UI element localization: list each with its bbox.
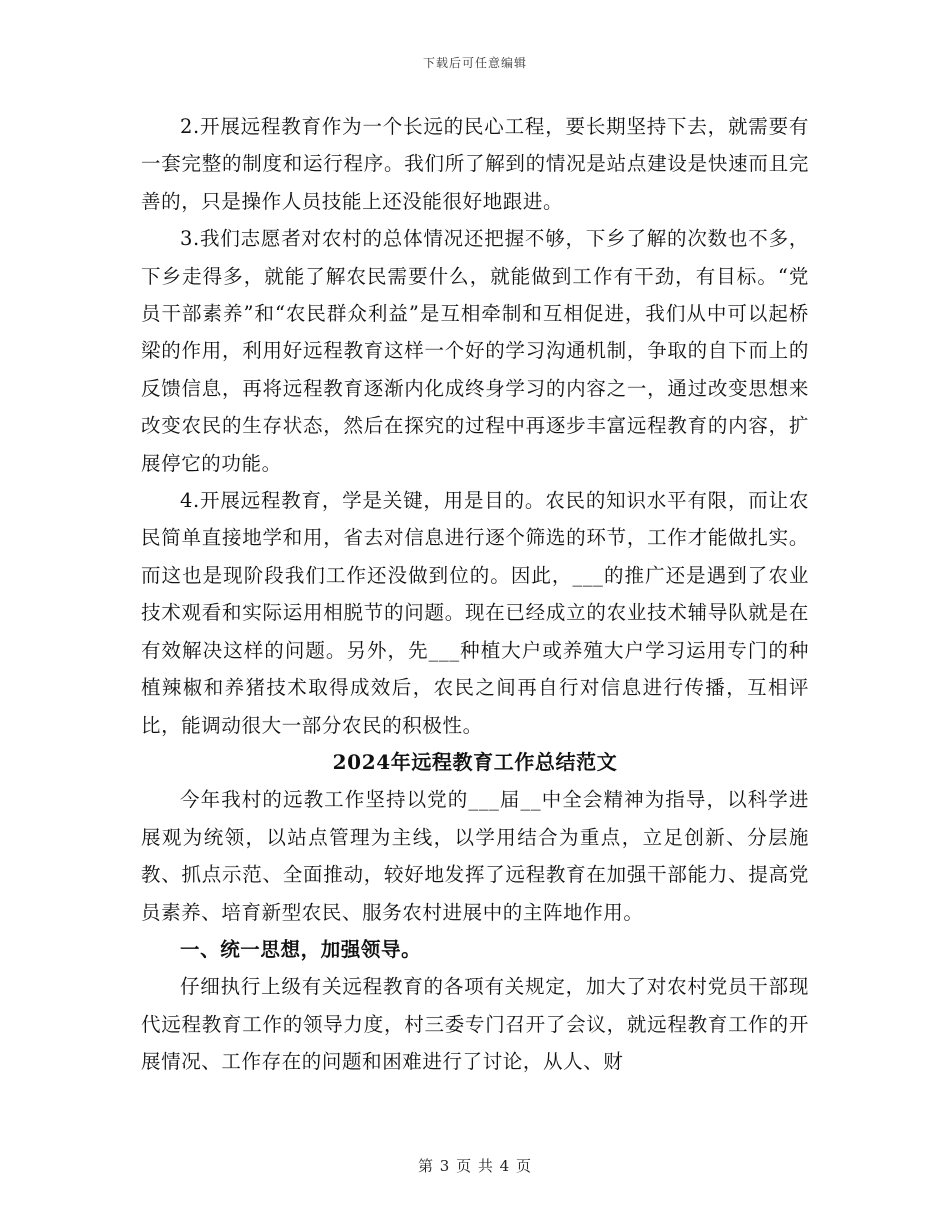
section-heading-1: 一、统一思想，加强领导。 [180,937,422,961]
paragraph-3: 3.我们志愿者对农村的总体情况还把握不够，下乡了解的次数也不多，下乡走得多，就能了解农民需要什么，就能做到工作有干劲，有目标。“党员干部素养”和“农民群众利益”是互相牵制和互相促进，我们从中可以起桥梁的作用，利用好远程教育这样一个好的学习沟通机制，争取的自下而上的反馈信息，再将远程教育逐渐内化成终身学习的内容之一，通过改变思想来改变农民的生存状态，然后在探究的过程中再逐步丰富远程教育的内容，扩展停它的功能。 [141,227,809,475]
paragraph-4: 4.开展远程教育，学是关键，用是目的。农民的知识水平有限，而让农民简单直接地学和用，省去对信息进行逐个筛选的环节，工作才能做扎实。而这也是现阶段我们工作还没做到位的。因此，___的推广还是遇到了农业技术观看和实际运用相脱节的问题。现在已经成立的农业技术辅导队就是在有效解决这样的问题。另外，先___种植大户或养殖大户学习运用专门的种植辣椒和养猪技术取得成效后，农民之间再自行对信息进行传播，互相评比，能调动很大一部分农民的积极性。 [141,489,809,737]
paragraph-2: 2.开展远程教育作为一个长远的民心工程，要长期坚持下去，就需要有一套完整的制度和运行程序。我们所了解到的情况是站点建设是快速而且完善的，只是操作人员技能上还没能很好地跟进。 [141,115,809,213]
page-header: 下载后可任意编辑 [422,56,527,70]
section-title: 2024年远程教育工作总结范文 [332,749,618,774]
document-body [141,108,809,1081]
paragraph-leadership: 仔细执行上级有关远程教育的各项有关规定，加大了对农村党员干部现代远程教育工作的领导力度，村三委专门召开了会议，就远程教育工作的开展情况、工作存在的问题和困难进行了讨论，从人、财 [141,975,809,1074]
page-footer: 第 3 页 共 4 页 [418,1157,532,1175]
section-intro: 今年我村的远教工作坚持以党的___届__中全会精神为指导，以科学进展观为统领，以站点管理为主线，以学用结合为重点，立足创新、分层施教、抓点示范、全面推动，较好地发挥了远程教育在加强干部能力、提高党员素养、培育新型农民、服务农村进展中的主阵地作用。 [141,788,809,924]
